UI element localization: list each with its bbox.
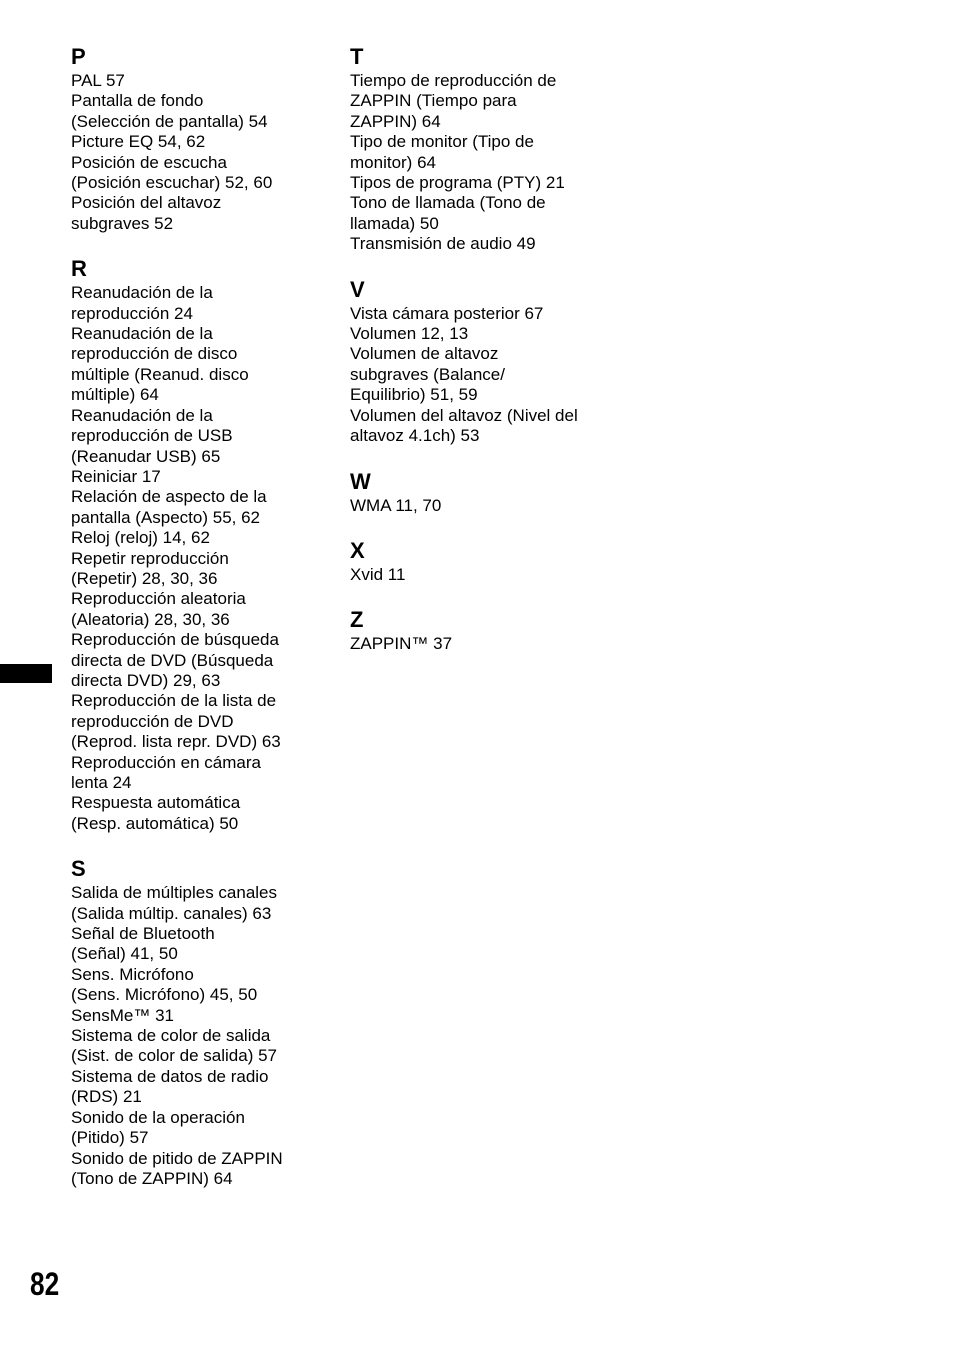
- index-entry: Reproducción de búsqueda directa de DVD (Búsqueda directa DVD) 29, 63: [71, 630, 279, 690]
- index-entry: Tipos de programa (PTY) 21: [350, 173, 565, 193]
- index-section-t: [350, 44, 600, 255]
- index-entry: Reproducción en cámara lenta 24: [71, 752, 261, 792]
- index-entry: Relación de aspecto de la pantalla (Aspecto) 55, 62: [71, 487, 267, 527]
- index-entry: Salida de múltiples canales (Salida múltip. canales) 63: [71, 883, 278, 923]
- section-tab-marker: [0, 664, 52, 683]
- index-entry: Sonido de pitido de ZAPPIN (Tono de ZAPPIN) 64: [71, 1148, 283, 1188]
- index-entry: Transmisión de audio 49: [350, 234, 536, 254]
- index-column-left: [71, 44, 311, 1211]
- index-entry: Tiempo de reproducción de ZAPPIN (Tiempo para ZAPPIN) 64: [350, 71, 557, 131]
- index-entry: Tipo de monitor (Tipo de monitor) 64: [350, 132, 534, 172]
- index-entry: SensMe™ 31: [71, 1005, 174, 1025]
- index-entry: Reiniciar 17: [71, 466, 161, 486]
- index-section-v: [350, 277, 600, 447]
- index-entry: Reloj (reloj) 14, 62: [71, 528, 210, 548]
- index-entry: Señal de Bluetooth (Señal) 41, 50: [71, 924, 215, 964]
- index-entry: Reanudación de la reproducción 24: [71, 283, 213, 323]
- section-letter-x: X: [350, 537, 365, 563]
- index-entry: Volumen del altavoz (Nivel del altavoz 4.1ch) 53: [350, 405, 578, 446]
- index-entry: Posición del altavoz subgraves 52: [71, 193, 222, 233]
- index-entry: Posición de escucha (Posición escuchar) 52, 60: [71, 152, 273, 193]
- index-entry: PAL 57: [71, 71, 125, 90]
- index-entry: Sens. Micrófono (Sens. Micrófono) 45, 50: [71, 964, 258, 1005]
- index-entry: Volumen de altavoz subgraves (Balance/ Equilibrio) 51, 59: [350, 344, 505, 405]
- index-entry: Xvid 11: [350, 564, 406, 584]
- index-entry: Sistema de datos de radio (RDS) 21: [71, 1066, 269, 1107]
- index-column-right: [350, 44, 600, 677]
- index-entry: Picture EQ 54, 62: [71, 132, 206, 152]
- index-entry: Tono de llamada (Tono de llamada) 50: [350, 193, 546, 233]
- index-entry: Sonido de la operación (Pitido) 57: [71, 1107, 245, 1148]
- index-entry: Volumen 12, 13: [350, 324, 469, 344]
- index-section-p: [71, 44, 311, 234]
- index-entry: Reproducción de la lista de reproducción de DVD (Reprod. lista repr. DVD) 63: [71, 691, 281, 752]
- section-letter-z: Z: [350, 607, 364, 633]
- index-entry: Respuesta automática (Resp. automática) 50: [71, 793, 241, 833]
- index-section-x: [350, 538, 600, 585]
- index-entry: Reproducción aleatoria (Aleatoria) 28, 30, 36: [71, 589, 246, 629]
- index-entry: Pantalla de fondo (Selección de pantalla) 54: [71, 91, 268, 131]
- page-number: 82: [30, 1266, 60, 1302]
- section-letter-s: S: [71, 856, 86, 882]
- index-entry: ZAPPIN™ 37: [350, 634, 453, 654]
- index-entry: WMA 11, 70: [350, 495, 442, 515]
- section-letter-w: W: [350, 468, 371, 494]
- index-section-r: [71, 256, 311, 834]
- section-letter-p: P: [71, 44, 86, 69]
- index-entry: Repetir reproducción (Repetir) 28, 30, 36: [71, 548, 229, 588]
- section-letter-v: V: [350, 276, 365, 302]
- index-entry: Reanudación de la reproducción de USB (Reanudar USB) 65: [71, 405, 233, 466]
- index-section-w: [350, 469, 600, 516]
- index-entry: Reanudación de la reproducción de disco múltiple (Reanud. disco múltiple) 64: [71, 324, 249, 405]
- index-section-s: [71, 856, 311, 1189]
- section-letter-t: T: [350, 44, 364, 69]
- index-entry: Sistema de color de salida (Sist. de color de salida) 57: [71, 1026, 277, 1066]
- index-entry: Vista cámara posterior 67: [350, 303, 544, 323]
- index-section-z: [350, 607, 600, 654]
- section-letter-r: R: [71, 256, 87, 282]
